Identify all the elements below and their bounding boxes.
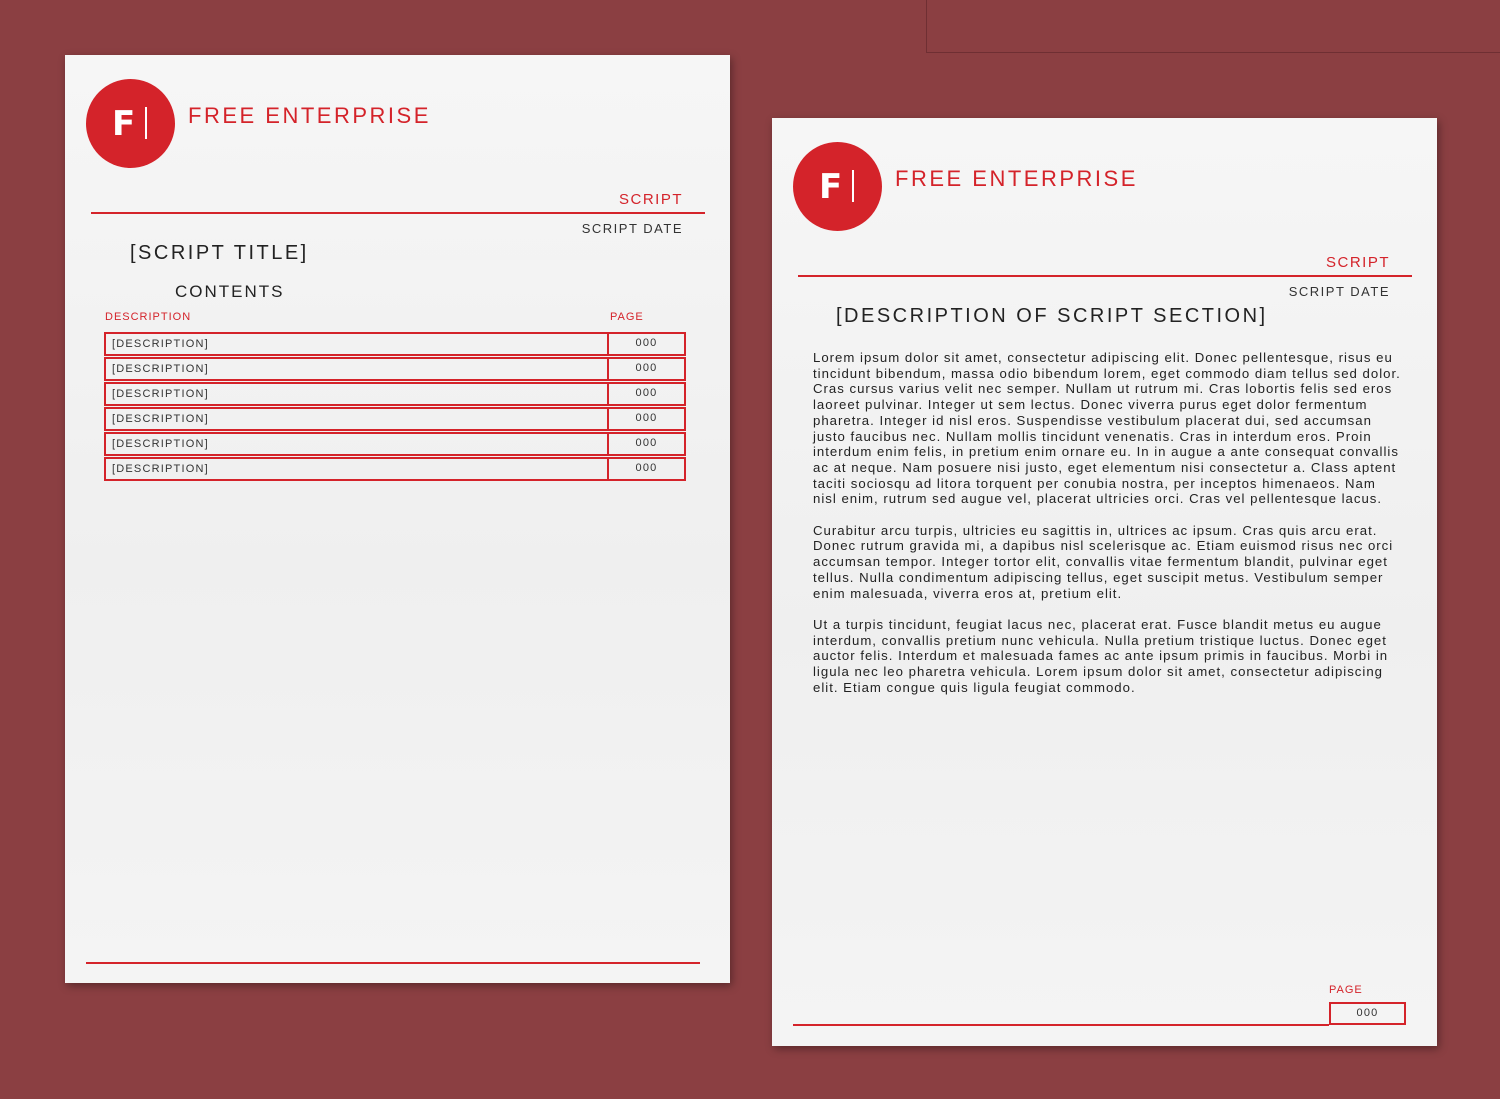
footer-rule — [793, 1024, 1329, 1026]
body-paragraph: Ut a turpis tincidunt, feugiat lacus nec, placerat erat. Fusce blandit metus eu augue interdum, convallis pretium nunc vehicula. Nulla pretium tristique luctus. Donec eget auctor felis. Interdum et malesuada fames ac ante ipsum primis in faucibus. Morbi in ligula nec leo pharetra vehicula. Lorem ipsum dolor sit amet, consectetur adipiscing elit. Etiam congue quis ligula feugiat commodo. — [813, 616, 1389, 695]
section-page — [772, 118, 1437, 1046]
contents-page — [65, 55, 730, 983]
document-date: SCRIPT DATE — [1288, 284, 1390, 299]
row-description: [DESCRIPTION] — [106, 334, 609, 354]
table-row — [104, 332, 686, 356]
background-panel — [926, 0, 1500, 53]
logo-letter: F — [819, 167, 843, 207]
table-row — [104, 357, 686, 381]
column-header-description: DESCRIPTION — [105, 311, 192, 323]
row-description: [DESCRIPTION] — [106, 459, 609, 479]
row-page-number: 000 — [635, 412, 658, 424]
document-date: SCRIPT DATE — [581, 221, 683, 236]
brand-name: FREE ENTERPRISE — [895, 166, 1138, 191]
table-row — [104, 382, 686, 406]
footer-page-number: 000 — [1329, 1002, 1406, 1025]
document-type: SCRIPT — [618, 191, 683, 208]
row-description: [DESCRIPTION] — [106, 384, 609, 404]
row-description: [DESCRIPTION] — [106, 409, 609, 429]
row-description: [DESCRIPTION] — [106, 359, 609, 379]
row-description: [DESCRIPTION] — [106, 434, 609, 454]
brand-logo — [86, 79, 175, 168]
row-page-number: 000 — [635, 362, 658, 374]
footer-rule — [86, 962, 700, 964]
table-row — [104, 432, 686, 456]
section-title: [DESCRIPTION OF SCRIPT SECTION] — [836, 305, 1268, 327]
header-rule — [798, 275, 1412, 277]
column-header-page: PAGE — [610, 311, 644, 323]
body-paragraph: Curabitur arcu turpis, ultricies eu sagittis in, ultrices ac ipsum. Cras quis arcu erat. Donec rutrum gravida mi, a dapibus nisl scelerisque ac. Etiam euismod risus nec orci accumsan tempor. Integer tortor elit, convallis vitae fermentum blandit, pulvinar eget tellus. Nulla condimentum adipiscing tellus, eget suscipit metus. Vestibulum semper enim malesuada, viverra eros at, pretium elit. — [813, 522, 1394, 601]
header-rule — [91, 212, 705, 214]
row-page-number: 000 — [635, 462, 658, 474]
brand-name: FREE ENTERPRISE — [188, 103, 431, 128]
row-page-number: 000 — [635, 337, 658, 349]
row-page-number: 000 — [635, 387, 658, 399]
table-row — [104, 407, 686, 431]
contents-table — [104, 332, 686, 482]
table-row — [104, 457, 686, 481]
row-page-number: 000 — [635, 437, 658, 449]
contents-heading: CONTENTS — [175, 282, 285, 301]
body-text — [813, 350, 1403, 711]
logo-bar — [852, 170, 854, 202]
logo-bar — [145, 107, 147, 139]
script-title: [SCRIPT TITLE] — [130, 242, 309, 264]
body-paragraph: Lorem ipsum dolor sit amet, consectetur adipiscing elit. Donec pellentesque, risus eu tincidunt bibendum, massa odio bibendum lorem, eget commodo diam tellus sed dolor. Cras cursus varius velit nec semper. Nullam ut rutrum mi. Cras lobortis felis sed eros laoreet pulvinar. Integer ut sem lectus. Donec viverra purus eget dolor fermentum pharetra. Integer id nisl eros. Suspendisse vestibulum placerat dui, sed accumsan justo faucibus nec. Nullam mollis tincidunt venenatis. Cras in interdum eros. Proin interdum enim felis, in pretium enim ornare eu. In in augue a ante consequat convallis ac at neque. Nam posuere nisi justo, eget elementum nisi consectetur a. Class aptent taciti sociosqu ad litora torquent per conubia nostra, per inceptos himenaeos. Nam nisl enim, rutrum sed augue vel, placerat ultricies orci. Cras vel pellentesque lacus. — [813, 350, 1401, 507]
brand-logo — [793, 142, 882, 231]
footer-page-label: PAGE — [1329, 984, 1363, 996]
logo-letter: F — [112, 104, 136, 144]
document-type: SCRIPT — [1325, 254, 1390, 271]
